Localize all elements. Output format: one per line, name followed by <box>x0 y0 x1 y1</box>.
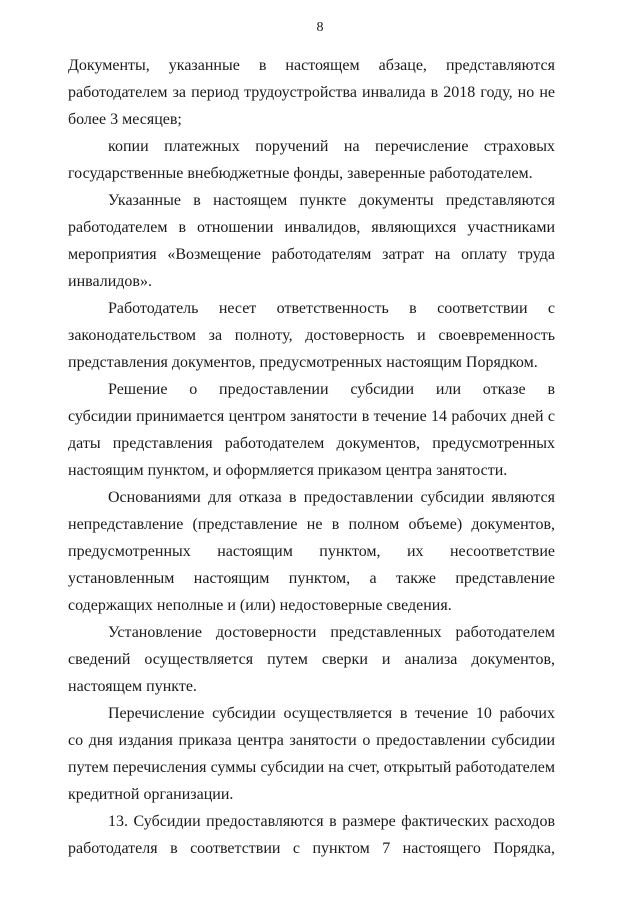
text-line: со дня издания приказа центра занятости о предоставлении субсидии <box>68 732 555 749</box>
text-line: субсидии принимается центром занятости в течение 14 рабочих дней с <box>68 408 555 425</box>
text-line: предусмотренных настоящим пунктом, их несоответствие <box>68 543 555 560</box>
text-line: законодательством за полноту, достоверность и своевременность <box>68 327 555 344</box>
text-line: более 3 месяцев; <box>68 111 182 128</box>
text-line: настоящим пунктом, и оформляется приказом центра занятости. <box>68 462 508 479</box>
text-line: настоящем пункте. <box>68 678 197 695</box>
text-line: содержащих неполные и (или) недостоверные сведения. <box>68 597 452 614</box>
text-line: установленным настоящим пунктом, а также представление <box>68 570 555 587</box>
text-line: Перечисление субсидии осуществляется в течение 10 рабочих <box>108 705 555 722</box>
text-line: работодателем в отношении инвалидов, являющихся участниками <box>68 219 555 236</box>
text-line: мероприятия «Возмещение работодателям затрат на оплату труда <box>68 246 555 263</box>
text-line: Основаниями для отказа в предоставлении субсидии являются <box>108 489 555 506</box>
page-number: 8 <box>316 20 324 35</box>
text-line: Указанные в настоящем пункте документы представляются <box>108 192 555 209</box>
text-line: кредитной организации. <box>68 786 234 803</box>
text-line: государственные внебюджетные фонды, заверенные работодателем. <box>68 165 533 182</box>
text-line: путем перечисления суммы субсидии на счет, открытый работодателем <box>68 759 555 776</box>
text-line: непредставление (представление не в полном объеме) документов, <box>68 516 555 533</box>
text-line: работодателя в соответствии с пунктом 7 настоящего Порядка, <box>68 840 555 857</box>
text-line: сведений осуществляется путем сверки и анализа документов, <box>68 651 555 668</box>
text-line: работодателем за период трудоустройства инвалида в 2018 году, но не <box>68 84 555 101</box>
text-line: Работодатель несет ответственность в соответствии с <box>108 300 555 317</box>
text-line: представления документов, предусмотренных настоящим Порядком. <box>68 354 538 371</box>
text-line: Установление достоверности представленных работодателем <box>108 624 555 641</box>
text-line: инвалидов». <box>68 273 152 290</box>
text-line: Документы, указанные в настоящем абзаце, представляются <box>68 57 555 74</box>
text-line: Решение о предоставлении субсидии или отказе в <box>108 381 555 398</box>
text-line: копии платежных поручений на перечисление страховых <box>108 138 555 155</box>
text-line: 13. Субсидии предоставляются в размере фактических расходов <box>108 813 555 830</box>
text-line: даты представления работодателем документов, предусмотренных <box>68 435 555 452</box>
